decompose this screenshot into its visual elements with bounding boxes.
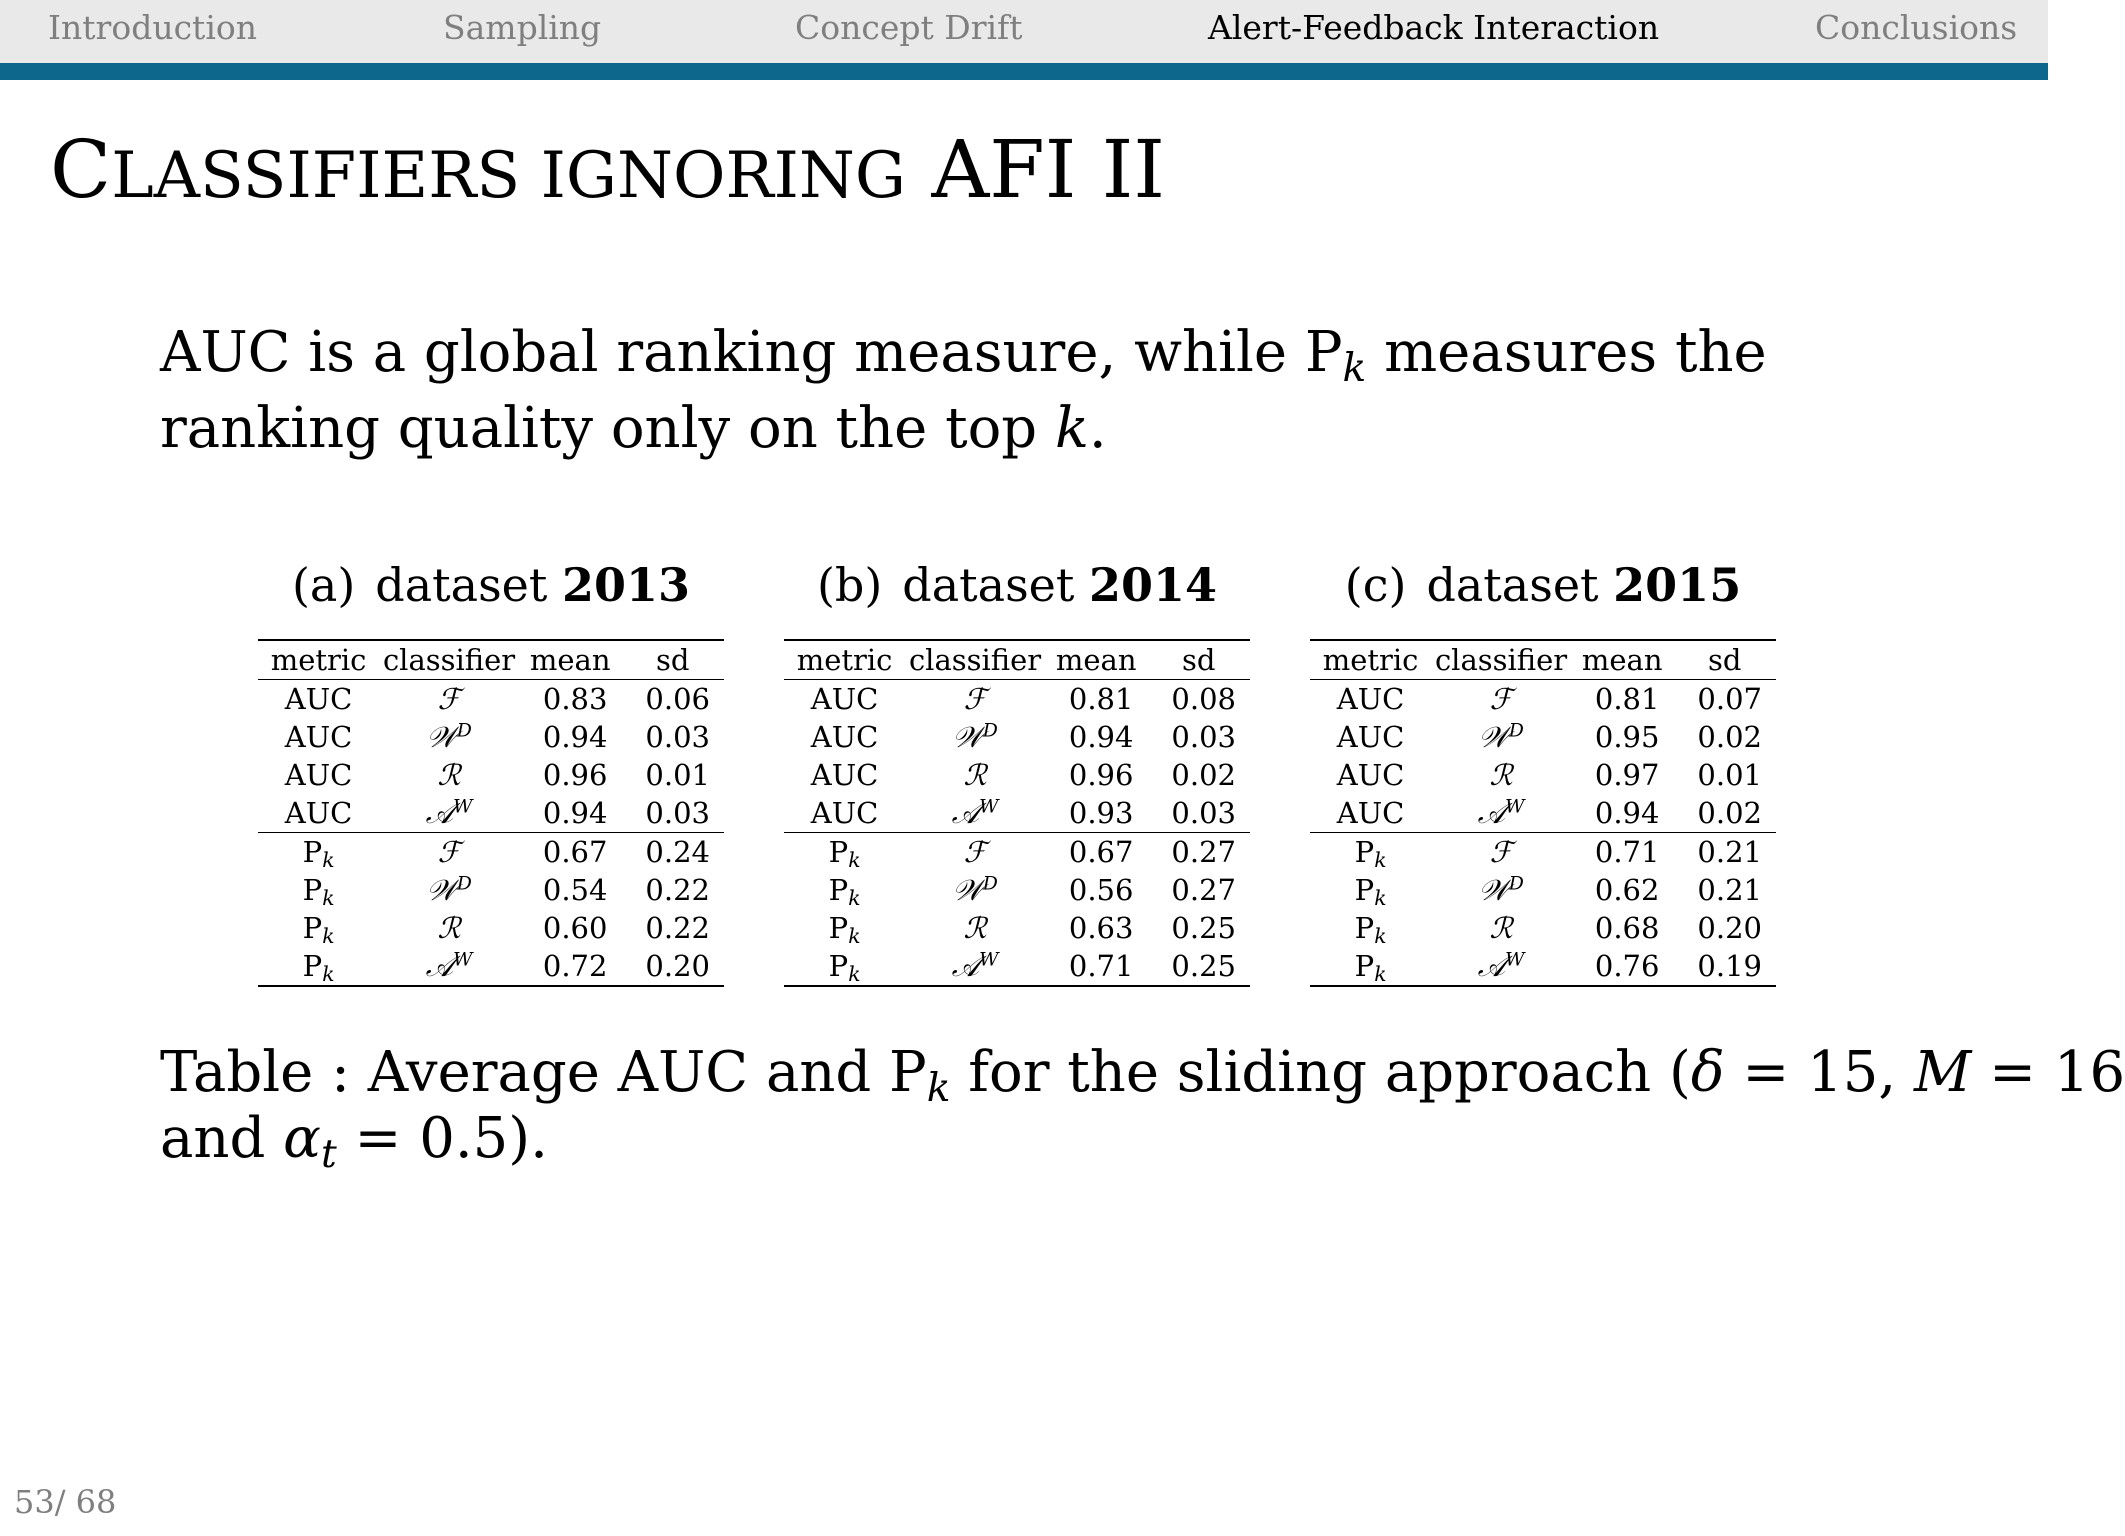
sd-cell: 0.25 bbox=[1171, 911, 1236, 945]
page-number bbox=[14, 1483, 116, 1521]
page-current: 53 bbox=[14, 1483, 55, 1521]
metric-name: AUC bbox=[810, 796, 879, 830]
caption-eq-2: = 16 bbox=[1971, 1040, 2125, 1105]
classifier-symbol: ℱ bbox=[963, 682, 987, 716]
intro-sub-k: k bbox=[1342, 345, 1367, 391]
nav-item-sampling[interactable]: Sampling bbox=[443, 8, 602, 47]
mean-cell: 0.94 bbox=[1068, 720, 1134, 754]
table-row bbox=[1310, 871, 1776, 909]
metric-name: P bbox=[1354, 911, 1375, 945]
sd-cell: 0.22 bbox=[645, 911, 710, 945]
metric-name: P bbox=[828, 835, 849, 869]
metric-name: AUC bbox=[284, 682, 353, 716]
classifier-superscript: D bbox=[982, 719, 998, 741]
sd-cell: 0.27 bbox=[1147, 833, 1250, 872]
table-row bbox=[258, 718, 724, 756]
intro-line-2 bbox=[160, 391, 1910, 467]
metric-cell bbox=[258, 794, 379, 833]
classifier-symbol: ℛ bbox=[1489, 911, 1513, 945]
mean-cell: 0.81 bbox=[1068, 682, 1134, 716]
sd-cell: 0.22 bbox=[645, 873, 710, 907]
metric-subscript: k bbox=[848, 962, 861, 987]
table-row bbox=[784, 871, 1250, 909]
metric-subscript: k bbox=[1374, 886, 1387, 911]
metric-name: P bbox=[828, 873, 849, 907]
metric-cell bbox=[1310, 680, 1431, 719]
metric-cell bbox=[784, 833, 905, 872]
classifier-symbol: ℛ bbox=[1489, 758, 1513, 792]
classifier-cell bbox=[905, 794, 1045, 833]
header-row bbox=[1310, 640, 1776, 680]
subtable-label: (b) bbox=[816, 558, 883, 612]
metric-subscript: k bbox=[1374, 924, 1387, 949]
metric-cell bbox=[784, 871, 905, 909]
subtable-caption-prefix: dataset bbox=[1426, 558, 1599, 612]
metric-name: P bbox=[828, 949, 849, 983]
caption-alpha: α bbox=[283, 1106, 321, 1171]
mean-cell: 0.54 bbox=[542, 873, 608, 907]
mean-cell: 0.95 bbox=[1594, 720, 1660, 754]
column-header: mean bbox=[1571, 640, 1674, 680]
intro-paragraph bbox=[160, 315, 1910, 467]
classifier-cell bbox=[1431, 680, 1571, 719]
metric-cell bbox=[1310, 909, 1431, 947]
classifier-symbol: 𝒜 bbox=[1477, 795, 1506, 830]
table-row bbox=[258, 833, 724, 872]
column-header: metric bbox=[258, 640, 379, 680]
sd-cell: 0.08 bbox=[1171, 682, 1236, 716]
classifier-cell bbox=[905, 680, 1045, 719]
sd-cell: 0.02 bbox=[1171, 758, 1236, 792]
mean-cell: 0.68 bbox=[1594, 911, 1660, 945]
classifier-cell bbox=[1431, 909, 1571, 947]
subtable-2015 bbox=[1310, 555, 1776, 987]
classifier-cell bbox=[1431, 718, 1571, 756]
column-header: sd bbox=[1147, 640, 1250, 680]
metric-cell bbox=[258, 718, 379, 756]
mean-cell: 0.94 bbox=[542, 796, 608, 830]
sd-cell: 0.07 bbox=[1697, 682, 1762, 716]
results-table bbox=[1310, 639, 1776, 987]
metric-cell bbox=[1310, 756, 1431, 794]
table-row bbox=[1310, 756, 1776, 794]
classifier-superscript: D bbox=[1508, 872, 1524, 894]
metric-name: AUC bbox=[1336, 682, 1405, 716]
mean-cell: 0.56 bbox=[1068, 873, 1134, 907]
sd-cell: 0.03 bbox=[1171, 720, 1236, 754]
classifier-symbol: 𝒲 bbox=[952, 719, 983, 754]
column-header: classifier bbox=[905, 640, 1045, 680]
metric-name: AUC bbox=[1336, 796, 1405, 830]
column-header: sd bbox=[621, 640, 724, 680]
sd-cell: 0.03 bbox=[645, 720, 710, 754]
metric-subscript: k bbox=[1374, 962, 1387, 987]
classifier-cell bbox=[379, 718, 519, 756]
caption-delta: δ bbox=[1690, 1040, 1725, 1105]
column-header: sd bbox=[1673, 640, 1776, 680]
metric-name: AUC bbox=[810, 720, 879, 754]
table-row bbox=[258, 871, 724, 909]
classifier-cell bbox=[905, 871, 1045, 909]
classifier-cell bbox=[379, 909, 519, 947]
table-row bbox=[784, 756, 1250, 794]
table-row bbox=[1310, 909, 1776, 947]
classifier-cell bbox=[905, 833, 1045, 872]
subtable-label: (c) bbox=[1344, 558, 1407, 612]
metric-name: P bbox=[1354, 835, 1375, 869]
metric-name: P bbox=[828, 911, 849, 945]
table-row bbox=[258, 794, 724, 833]
classifier-symbol: 𝒜 bbox=[951, 948, 980, 983]
metric-subscript: k bbox=[322, 886, 335, 911]
metric-cell bbox=[784, 680, 905, 719]
table-row bbox=[1310, 794, 1776, 833]
table-row bbox=[784, 718, 1250, 756]
column-header: metric bbox=[1310, 640, 1431, 680]
table-row bbox=[1310, 680, 1776, 719]
classifier-symbol: 𝒲 bbox=[1478, 719, 1509, 754]
caption-text-1b: for the sliding approach ( bbox=[950, 1040, 1691, 1105]
column-header: mean bbox=[519, 640, 622, 680]
classifier-cell bbox=[1431, 756, 1571, 794]
page-separator: / bbox=[54, 1483, 76, 1521]
caption-eq-1: = 15, bbox=[1724, 1040, 1914, 1105]
mean-cell: 0.71 bbox=[1571, 833, 1674, 872]
classifier-symbol: 𝒲 bbox=[426, 719, 457, 754]
caption-M: M bbox=[1913, 1040, 1972, 1105]
intro-text-1b: measures the bbox=[1366, 320, 1767, 385]
metric-subscript: k bbox=[848, 848, 861, 873]
classifier-cell bbox=[379, 871, 519, 909]
metric-cell bbox=[1310, 833, 1431, 872]
intro-text-1a: AUC is a global ranking measure, while P bbox=[160, 320, 1343, 385]
classifier-symbol: ℛ bbox=[963, 758, 987, 792]
metric-name: P bbox=[302, 873, 323, 907]
metric-cell bbox=[784, 756, 905, 794]
classifier-cell bbox=[379, 947, 519, 986]
header-row bbox=[784, 640, 1250, 680]
classifier-cell bbox=[379, 756, 519, 794]
sd-cell: 0.02 bbox=[1697, 796, 1762, 830]
mean-cell: 0.93 bbox=[1068, 796, 1134, 830]
caption-line-2 bbox=[160, 1106, 1980, 1177]
metric-cell bbox=[784, 909, 905, 947]
classifier-cell bbox=[379, 833, 519, 872]
classifier-symbol: ℛ bbox=[437, 758, 461, 792]
mean-cell: 0.76 bbox=[1594, 949, 1660, 983]
classifier-symbol: 𝒜 bbox=[1477, 948, 1506, 983]
table-row bbox=[1310, 718, 1776, 756]
header-row bbox=[258, 640, 724, 680]
mean-cell: 0.94 bbox=[1594, 796, 1660, 830]
metric-cell bbox=[1310, 871, 1431, 909]
classifier-superscript: D bbox=[456, 719, 472, 741]
classifier-symbol: ℱ bbox=[1489, 835, 1513, 869]
sd-cell: 0.01 bbox=[1697, 758, 1762, 792]
column-header: metric bbox=[784, 640, 905, 680]
classifier-cell bbox=[1431, 947, 1571, 986]
table-caption bbox=[160, 1040, 2125, 1177]
classifier-superscript: W bbox=[453, 795, 473, 817]
metric-cell bbox=[258, 947, 379, 986]
results-table bbox=[784, 639, 1250, 987]
metric-name: AUC bbox=[810, 758, 879, 792]
classifier-superscript: D bbox=[456, 872, 472, 894]
metric-cell bbox=[1310, 718, 1431, 756]
classifier-superscript: W bbox=[1505, 795, 1525, 817]
table-row bbox=[1310, 947, 1776, 986]
title-initial: C bbox=[50, 123, 112, 216]
sd-cell: 0.20 bbox=[645, 949, 710, 983]
metric-cell bbox=[258, 756, 379, 794]
classifier-superscript: W bbox=[453, 948, 473, 970]
caption-sub-k: k bbox=[926, 1065, 951, 1111]
sd-cell: 0.03 bbox=[1171, 796, 1236, 830]
metric-cell bbox=[258, 871, 379, 909]
table-row bbox=[784, 794, 1250, 833]
classifier-symbol: 𝒜 bbox=[425, 795, 454, 830]
classifier-symbol: ℱ bbox=[437, 682, 461, 716]
subtable-label: (a) bbox=[291, 558, 356, 612]
metric-name: P bbox=[1354, 873, 1375, 907]
classifier-symbol: ℛ bbox=[437, 911, 461, 945]
subtable-caption bbox=[784, 555, 1250, 615]
classifier-symbol: 𝒲 bbox=[426, 872, 457, 907]
caption-text-1a: Table : Average AUC and P bbox=[160, 1040, 927, 1105]
sd-cell: 0.27 bbox=[1171, 873, 1236, 907]
classifier-cell bbox=[905, 909, 1045, 947]
metric-name: P bbox=[302, 835, 323, 869]
classifier-symbol: 𝒜 bbox=[951, 795, 980, 830]
classifier-cell bbox=[1431, 871, 1571, 909]
metric-name: P bbox=[302, 911, 323, 945]
mean-cell: 0.97 bbox=[1594, 758, 1660, 792]
metric-name: P bbox=[1354, 949, 1375, 983]
caption-sub-t: t bbox=[320, 1131, 337, 1177]
title-suffix: AFI II bbox=[931, 123, 1165, 216]
metric-name: P bbox=[302, 949, 323, 983]
classifier-cell bbox=[905, 947, 1045, 986]
nav-item-concept-drift[interactable]: Concept Drift bbox=[795, 8, 1023, 47]
mean-cell: 0.71 bbox=[1068, 949, 1134, 983]
subtable-caption-prefix: dataset bbox=[902, 558, 1075, 612]
classifier-symbol: ℱ bbox=[437, 835, 461, 869]
subtable-caption bbox=[1310, 555, 1776, 615]
subtable-year: 2014 bbox=[1089, 558, 1218, 612]
subtable-caption bbox=[258, 555, 724, 615]
intro-text-2b: . bbox=[1088, 396, 1107, 461]
subtable-2014 bbox=[784, 555, 1250, 987]
classifier-cell bbox=[379, 680, 519, 719]
metric-subscript: k bbox=[1374, 848, 1387, 873]
metric-subscript: k bbox=[322, 924, 335, 949]
metric-cell bbox=[258, 680, 379, 719]
column-header: mean bbox=[1045, 640, 1148, 680]
classifier-superscript: W bbox=[979, 795, 999, 817]
mean-cell: 0.67 bbox=[519, 833, 622, 872]
metric-cell bbox=[1310, 794, 1431, 833]
classifier-superscript: D bbox=[982, 872, 998, 894]
nav-item-introduction[interactable]: Introduction bbox=[48, 8, 257, 47]
caption-text-2b: = 0.5). bbox=[336, 1106, 548, 1171]
nav-item-conclusions[interactable]: Conclusions bbox=[1815, 8, 2018, 47]
mean-cell: 0.96 bbox=[1068, 758, 1134, 792]
caption-line-1 bbox=[160, 1040, 2125, 1111]
classifier-symbol: ℱ bbox=[1489, 682, 1513, 716]
intro-line-1 bbox=[160, 315, 1910, 391]
title-smallcaps: LASSIFIERS IGNORING bbox=[111, 139, 907, 213]
intro-text-2a: ranking quality only on the top bbox=[160, 396, 1055, 461]
column-header: classifier bbox=[1431, 640, 1571, 680]
results-table bbox=[258, 639, 724, 987]
metric-subscript: k bbox=[322, 962, 335, 987]
metric-cell bbox=[784, 718, 905, 756]
metric-name: AUC bbox=[284, 796, 353, 830]
classifier-symbol: ℛ bbox=[963, 911, 987, 945]
table-row bbox=[784, 947, 1250, 986]
classifier-superscript: W bbox=[1505, 948, 1525, 970]
table-row bbox=[784, 680, 1250, 719]
classifier-superscript: D bbox=[1508, 719, 1524, 741]
table-row bbox=[258, 756, 724, 794]
mean-cell: 0.81 bbox=[1594, 682, 1660, 716]
slide-title bbox=[50, 123, 1165, 216]
classifier-symbol: 𝒜 bbox=[425, 948, 454, 983]
classifier-cell bbox=[1431, 794, 1571, 833]
classifier-cell bbox=[905, 718, 1045, 756]
table-row bbox=[784, 909, 1250, 947]
metric-name: AUC bbox=[1336, 720, 1405, 754]
caption-text-2a: and bbox=[160, 1106, 284, 1171]
sd-cell: 0.02 bbox=[1697, 720, 1762, 754]
table-row bbox=[1310, 833, 1776, 872]
sd-cell: 0.24 bbox=[621, 833, 724, 872]
sd-cell: 0.25 bbox=[1171, 949, 1236, 983]
classifier-cell bbox=[905, 756, 1045, 794]
metric-cell bbox=[1310, 947, 1431, 986]
section-navbar bbox=[0, 0, 2048, 63]
classifier-cell bbox=[379, 794, 519, 833]
metric-name: AUC bbox=[284, 720, 353, 754]
sd-cell: 0.21 bbox=[1673, 833, 1776, 872]
mean-cell: 0.96 bbox=[542, 758, 608, 792]
navbar-accent-rule bbox=[0, 63, 2048, 80]
metric-cell bbox=[784, 947, 905, 986]
mean-cell: 0.62 bbox=[1594, 873, 1660, 907]
sd-cell: 0.21 bbox=[1697, 873, 1762, 907]
classifier-superscript: W bbox=[979, 948, 999, 970]
classifier-symbol: ℱ bbox=[963, 835, 987, 869]
metric-subscript: k bbox=[848, 886, 861, 911]
mean-cell: 0.67 bbox=[1045, 833, 1148, 872]
subtable-2013 bbox=[258, 555, 724, 987]
metric-cell bbox=[258, 909, 379, 947]
table-row bbox=[258, 680, 724, 719]
metric-name: AUC bbox=[284, 758, 353, 792]
page-total: 68 bbox=[75, 1483, 117, 1521]
table-row bbox=[258, 947, 724, 986]
metric-name: AUC bbox=[1336, 758, 1405, 792]
mean-cell: 0.72 bbox=[542, 949, 608, 983]
nav-item-alert-feedback-interaction[interactable]: Alert-Feedback Interaction bbox=[1208, 8, 1660, 47]
classifier-cell bbox=[1431, 833, 1571, 872]
intro-italic-k: k bbox=[1054, 396, 1089, 461]
mean-cell: 0.94 bbox=[542, 720, 608, 754]
mean-cell: 0.63 bbox=[1068, 911, 1134, 945]
table-row bbox=[258, 909, 724, 947]
mean-cell: 0.83 bbox=[542, 682, 608, 716]
sd-cell: 0.03 bbox=[645, 796, 710, 830]
metric-subscript: k bbox=[848, 924, 861, 949]
table-row bbox=[784, 833, 1250, 872]
subtable-year: 2013 bbox=[562, 558, 691, 612]
mean-cell: 0.60 bbox=[542, 911, 608, 945]
metric-name: AUC bbox=[810, 682, 879, 716]
sd-cell: 0.19 bbox=[1697, 949, 1762, 983]
column-header: classifier bbox=[379, 640, 519, 680]
sd-cell: 0.06 bbox=[645, 682, 710, 716]
metric-subscript: k bbox=[322, 848, 335, 873]
sd-cell: 0.20 bbox=[1697, 911, 1762, 945]
metric-cell bbox=[258, 833, 379, 872]
subtable-year: 2015 bbox=[1613, 558, 1742, 612]
classifier-symbol: 𝒲 bbox=[1478, 872, 1509, 907]
metric-cell bbox=[784, 794, 905, 833]
sd-cell: 0.01 bbox=[645, 758, 710, 792]
classifier-symbol: 𝒲 bbox=[952, 872, 983, 907]
subtable-caption-prefix: dataset bbox=[375, 558, 548, 612]
